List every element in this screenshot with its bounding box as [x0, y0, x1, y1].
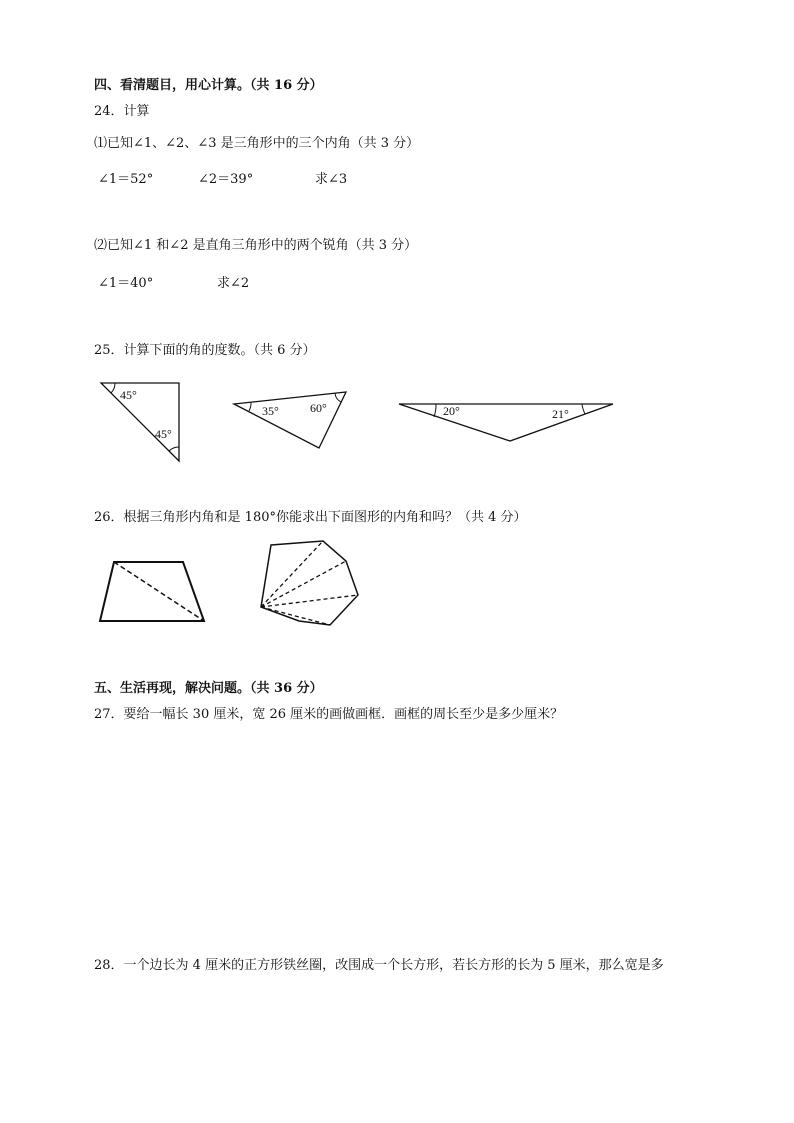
triangle-3-figure [396, 400, 618, 446]
triangle-1-angle-arc-a [111, 383, 115, 393]
q24-p1-given-angle-1: ∠1＝52° [98, 172, 154, 187]
triangle-3-angle-b-label: 21° [552, 407, 569, 421]
heptagon-shape [261, 541, 358, 625]
question-27-text: 27．要给一幅长 30 厘米，宽 26 厘米的画做画框．画框的周长至少是多少厘米？ [94, 707, 564, 722]
trapezoid-diagonal [114, 562, 204, 621]
triangle-2-angle-b-label: 60° [310, 401, 327, 415]
section-4-title: 四、看清题目，用心计算。（共 16 分） [94, 78, 323, 93]
triangle-1-angle-b-label: 45° [155, 427, 172, 441]
question-28-text: 28．一个边长为 4 厘米的正方形铁丝圈，改围成一个长方形，若长方形的长为 5 厘米，那么宽是多 [94, 958, 664, 973]
triangle-1-angle-arc-b [169, 447, 179, 451]
question-24-part-2: ⑵已知∠1 和∠2 是直角三角形中的两个锐角（共 3 分） [94, 238, 418, 253]
question-24-title: 24．计算 [94, 104, 150, 119]
heptagon-diagonal-4 [261, 607, 330, 625]
triangle-1-figure [98, 380, 184, 464]
section-5-title: 五、生活再现，解决问题。（共 36 分） [94, 681, 323, 696]
triangle-3-shape [399, 404, 613, 441]
q24-p2-given-angle-1: ∠1＝40° [98, 276, 154, 291]
triangle-2-angle-arc-b [335, 393, 341, 402]
question-26-title: 26．根据三角形内角和是 180°你能求出下面图形的内角和吗？（共 4 分） [94, 510, 527, 525]
q24-p2-ask: 求∠2 [217, 276, 250, 291]
triangle-1-shape [101, 383, 179, 461]
trapezoid-figure [93, 556, 215, 626]
triangle-3-angle-a-label: 20° [443, 404, 460, 418]
triangle-2-figure [231, 388, 351, 454]
triangle-2-shape [234, 392, 346, 448]
triangle-2-angle-a-label: 35° [262, 404, 279, 418]
triangle-3-angle-arc-b [582, 404, 585, 414]
heptagon-diagonal-3 [261, 595, 358, 607]
question-24-part-1: ⑴已知∠1、∠2、∠3 是三角形中的三个内角（共 3 分） [94, 136, 420, 151]
q24-p1-given-angle-2: ∠2＝39° [198, 172, 254, 187]
q24-p1-ask: 求∠3 [315, 172, 348, 187]
triangle-3-angle-arc-a [434, 404, 436, 417]
heptagon-figure [254, 538, 364, 630]
triangle-1-angle-a-label: 45° [120, 388, 137, 402]
heptagon-diagonal-2 [261, 561, 346, 607]
trapezoid-shape [100, 562, 204, 621]
triangle-2-angle-arc-a [249, 402, 251, 411]
question-25-title: 25．计算下面的角的度数。（共 6 分） [94, 343, 316, 358]
